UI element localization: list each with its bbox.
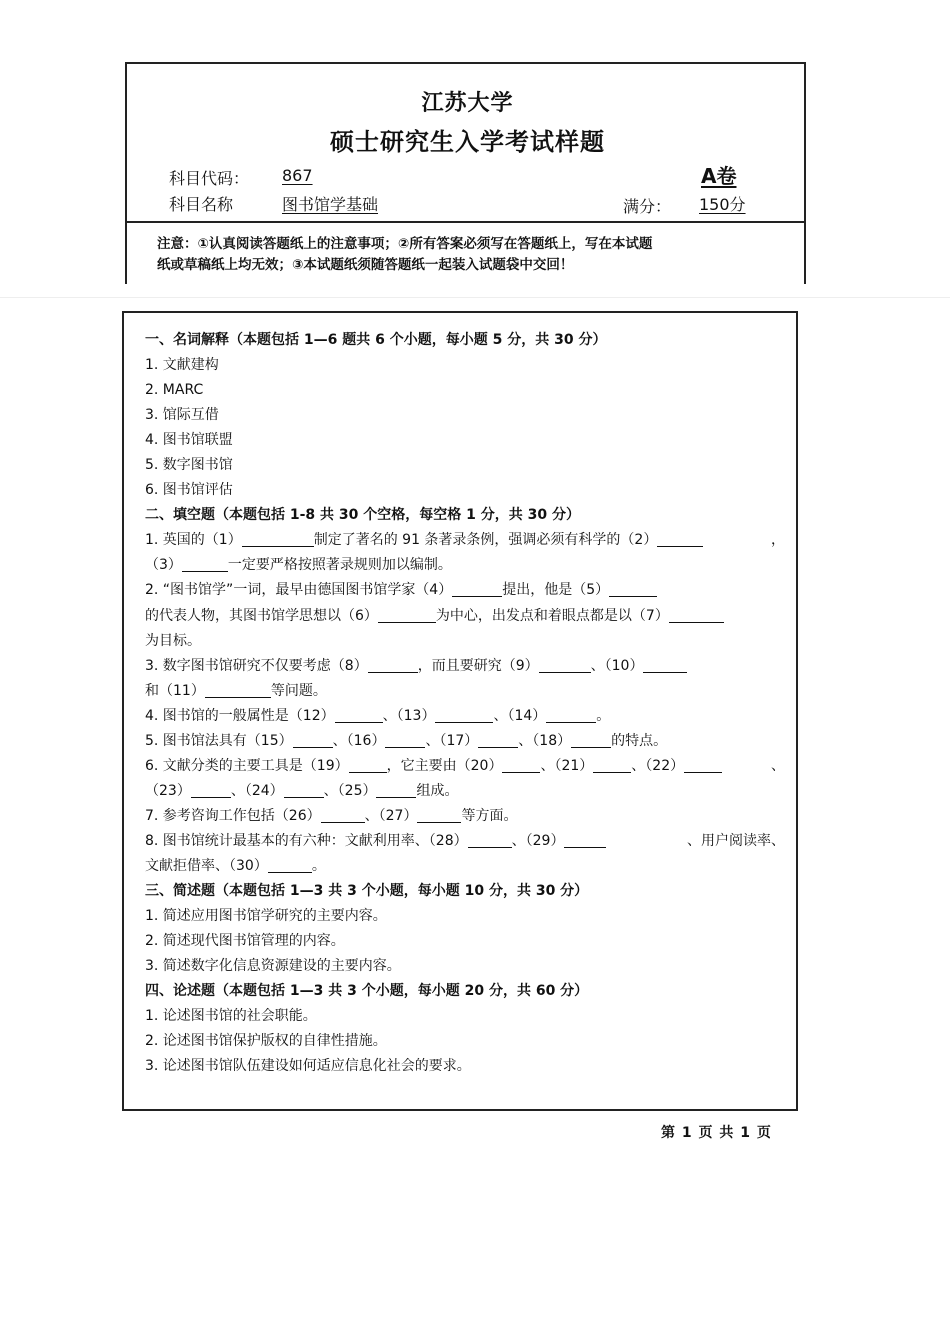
scan-seam bbox=[0, 297, 950, 298]
answer-blank bbox=[468, 832, 512, 848]
question-text: 6. 文献分类的主要工具是（19） bbox=[145, 757, 349, 774]
fill-question-1-cont bbox=[145, 553, 785, 578]
question-text: 组成。 bbox=[416, 782, 459, 799]
exam-header-box bbox=[125, 62, 806, 284]
subject-code-label: 科目代码： bbox=[169, 169, 250, 188]
question-text: 提出，他是（5） bbox=[502, 582, 610, 599]
question-text: 、（17） bbox=[425, 732, 479, 749]
question-text: 制定了著名的 91 条著录条例，强调必须有科学的（2） bbox=[313, 532, 658, 549]
answer-blank bbox=[349, 757, 387, 773]
question-text: ，它主要由（20） bbox=[386, 757, 503, 774]
answer-blank bbox=[564, 832, 606, 848]
answer-blank bbox=[502, 757, 540, 773]
question-text: 、（18） bbox=[518, 732, 572, 749]
subject-name-value: 图书馆学基础 bbox=[282, 195, 379, 214]
answer-blank bbox=[478, 732, 518, 748]
notice-line-1: 注意：①认真阅读答题纸上的注意事项；②所有答案必须写在答题纸上，写在本试题 bbox=[157, 236, 653, 252]
answer-blank bbox=[191, 782, 231, 798]
answer-blank bbox=[669, 607, 724, 623]
answer-blank bbox=[657, 531, 703, 547]
answer-blank bbox=[205, 682, 271, 698]
question-text: 、（13） bbox=[382, 707, 436, 724]
answer-blank bbox=[539, 657, 591, 673]
answer-blank bbox=[242, 531, 314, 547]
answer-blank bbox=[593, 757, 631, 773]
question-text: 为中心，出发点和着眼点都是以（7） bbox=[435, 607, 669, 624]
answer-blank bbox=[546, 707, 596, 723]
question-text: 、（16） bbox=[332, 732, 386, 749]
list-item: 2. 简述现代图书馆管理的内容。 bbox=[145, 933, 345, 950]
question-text: 、（27） bbox=[364, 807, 418, 824]
answer-blank bbox=[684, 757, 722, 773]
question-text: 和（11） bbox=[145, 682, 205, 699]
question-text: 4. 图书馆的一般属性是（12） bbox=[145, 707, 335, 724]
fill-question-3-cont bbox=[145, 679, 785, 704]
question-text: 7. 参考咨询工作包括（26） bbox=[145, 807, 321, 824]
question-text: ， bbox=[771, 532, 785, 549]
fill-question-7 bbox=[145, 804, 785, 829]
list-item: 2. MARC bbox=[145, 382, 204, 399]
fill-question-8-cont bbox=[145, 854, 785, 879]
header-divider bbox=[125, 221, 806, 223]
question-text: 、（25） bbox=[323, 782, 377, 799]
fill-question-8 bbox=[145, 829, 785, 854]
question-content bbox=[145, 328, 785, 1079]
question-text: 、用户阅读率、 bbox=[687, 832, 785, 849]
full-score-label: 满分： bbox=[623, 197, 672, 216]
answer-blank bbox=[571, 732, 611, 748]
section-1-title: 一、名词解释（本题包括 1—6 题共 6 个小题，每小题 5 分，共 30 分） bbox=[145, 332, 607, 348]
answer-blank bbox=[609, 581, 657, 597]
question-text: 、（22） bbox=[631, 757, 685, 774]
question-text: 的代表人物，其图书馆学思想以（6） bbox=[145, 607, 378, 624]
full-score-value: 150分 bbox=[699, 195, 746, 214]
question-text: 3. 数字图书馆研究不仅要考虑（8） bbox=[145, 657, 368, 674]
question-text: 、（29） bbox=[511, 832, 565, 849]
paper-version: A卷 bbox=[701, 164, 737, 188]
answer-blank bbox=[417, 807, 461, 823]
answer-blank bbox=[643, 657, 687, 673]
answer-blank bbox=[376, 782, 416, 798]
answer-blank bbox=[452, 581, 502, 597]
fill-question-2 bbox=[145, 578, 785, 603]
question-text: 1. 英国的（1） bbox=[145, 532, 242, 549]
question-text: 。 bbox=[311, 857, 326, 874]
question-text: 2. “图书馆学”一词，最早由德国图书馆学家（4） bbox=[145, 582, 453, 599]
section-2-title: 二、填空题（本题包括 1-8 共 30 个空格，每空格 1 分，共 30 分） bbox=[145, 507, 580, 524]
question-text: 、（21） bbox=[540, 757, 594, 774]
fill-question-3 bbox=[145, 654, 785, 679]
question-text: 、（10） bbox=[590, 657, 644, 674]
answer-blank bbox=[321, 807, 365, 823]
fill-question-6 bbox=[145, 754, 785, 779]
list-item: 4. 图书馆联盟 bbox=[145, 432, 233, 449]
question-text: 。 bbox=[596, 707, 611, 724]
fill-question-4 bbox=[145, 704, 785, 729]
question-text: （23） bbox=[145, 782, 191, 799]
question-text: 一定要严格按照著录规则加以编制。 bbox=[227, 557, 452, 574]
answer-blank bbox=[268, 857, 312, 873]
question-text: 等方面。 bbox=[461, 807, 518, 824]
fill-question-2-cont bbox=[145, 604, 785, 629]
list-item: 6. 图书馆评估 bbox=[145, 482, 233, 499]
page-number: 第 1 页 共 1 页 bbox=[661, 1125, 772, 1141]
question-text: 等问题。 bbox=[270, 682, 327, 699]
subject-name-label: 科目名称 bbox=[169, 195, 234, 214]
answer-blank bbox=[293, 732, 333, 748]
list-item: 1. 文献建构 bbox=[145, 357, 219, 374]
section-3-title: 三、简述题（本题包括 1—3 共 3 个小题，每小题 10 分，共 30 分） bbox=[145, 883, 589, 900]
notice-line-2: 纸或草稿纸上均无效；③本试题纸须随答题纸一起装入试题袋中交回！ bbox=[157, 257, 574, 273]
subject-code-value: 867 bbox=[282, 166, 313, 185]
exam-notice bbox=[157, 234, 777, 276]
list-item: 3. 论述图书馆队伍建设如何适应信息化社会的要求。 bbox=[145, 1058, 471, 1075]
question-text: 8. 图书馆统计最基本的有六种：文献利用率、（28） bbox=[145, 832, 468, 849]
question-text: 5. 图书馆法具有（15） bbox=[145, 732, 293, 749]
fill-question-6-cont bbox=[145, 779, 785, 804]
exam-title: 硕士研究生入学考试样题 bbox=[330, 128, 605, 156]
list-item: 1. 论述图书馆的社会职能。 bbox=[145, 1008, 317, 1025]
fill-question-5 bbox=[145, 729, 785, 754]
answer-blank bbox=[368, 657, 418, 673]
question-text: ，而且要研究（9） bbox=[417, 657, 539, 674]
school-name: 江苏大学 bbox=[421, 91, 514, 116]
list-item: 1. 简述应用图书馆学研究的主要内容。 bbox=[145, 908, 387, 925]
question-text: 、（24） bbox=[230, 782, 284, 799]
question-text: 文献拒借率、（30） bbox=[145, 857, 268, 874]
section-4-title: 四、论述题（本题包括 1—3 共 3 个小题，每小题 20 分，共 60 分） bbox=[145, 983, 589, 1000]
list-item: 5. 数字图书馆 bbox=[145, 457, 233, 474]
answer-blank bbox=[284, 782, 324, 798]
answer-blank bbox=[435, 707, 493, 723]
answer-blank bbox=[182, 556, 228, 572]
fill-question-1 bbox=[145, 528, 785, 553]
list-item: 2. 论述图书馆保护版权的自律性措施。 bbox=[145, 1033, 387, 1050]
answer-blank bbox=[335, 707, 383, 723]
fill-question-2-end: 为目标。 bbox=[145, 632, 201, 649]
question-text: 、（14） bbox=[493, 707, 547, 724]
answer-blank bbox=[378, 607, 436, 623]
question-text: （3） bbox=[145, 557, 182, 574]
list-item: 3. 馆际互借 bbox=[145, 407, 219, 424]
question-text: 的特点。 bbox=[611, 732, 668, 749]
question-text: 、 bbox=[771, 757, 785, 774]
answer-blank bbox=[385, 732, 425, 748]
list-item: 3. 简述数字化信息资源建设的主要内容。 bbox=[145, 958, 401, 975]
